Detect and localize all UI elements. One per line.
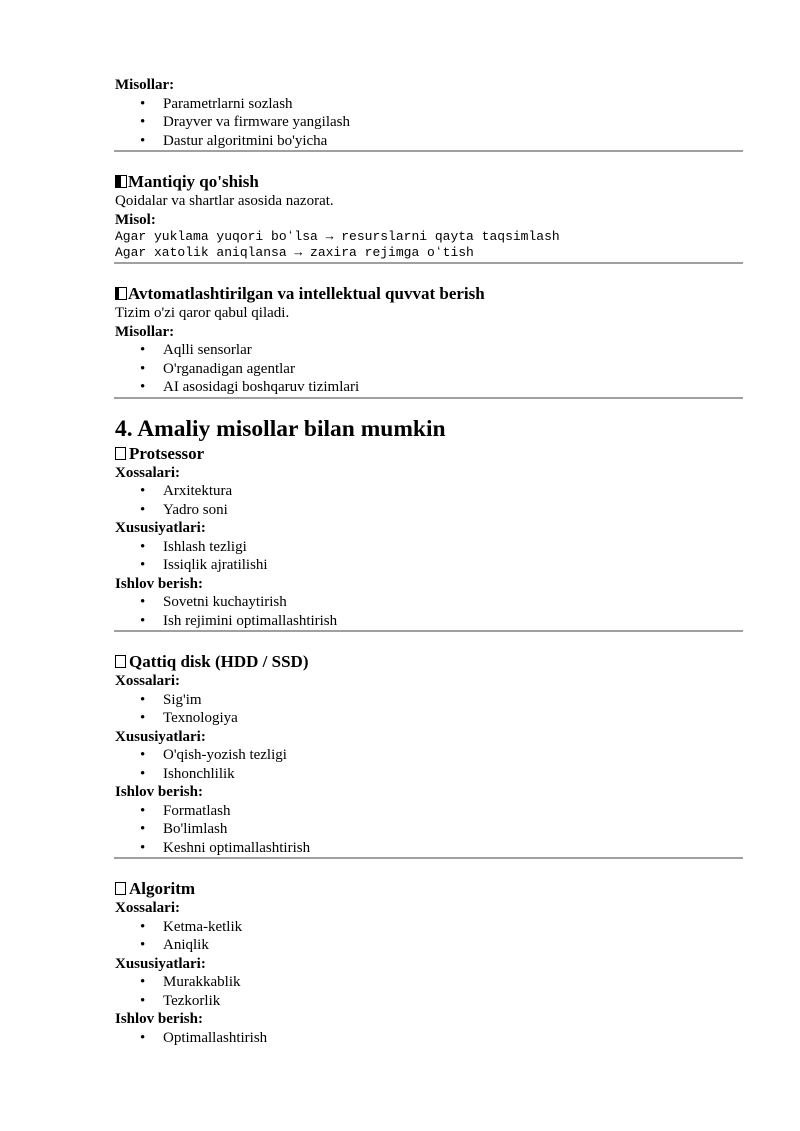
list-item: • Tezkorlik [115, 992, 742, 1011]
auto-examples-list [115, 341, 742, 397]
algo-title: Algoritm [129, 879, 196, 898]
missing-glyph-icon [115, 655, 126, 668]
logic-example-label: Misol: [115, 211, 156, 228]
auto-examples-label: Misollar: [115, 323, 175, 340]
disk-features-list [115, 746, 742, 783]
algo-processing-label: Ishlov berish: [115, 1011, 203, 1027]
disk-heading [115, 651, 742, 672]
list-item: • Aniqlik [115, 936, 742, 955]
missing-glyph-icon [115, 447, 126, 460]
list-item: • Sovetni kuchaytirish [115, 593, 742, 612]
list-item: • Yadro soni [115, 501, 742, 520]
algo-properties-list [115, 918, 742, 955]
list-item: • Ishonchlilik [115, 765, 742, 784]
section-4-title: 4. Amaliy misollar bilan mumkin [115, 415, 446, 442]
cpu-properties-label: Xossalari: [115, 464, 180, 481]
logic-code-line: Agar xatolik aniqlansa → zaxira rejimga oʻtish [115, 244, 474, 260]
disk-processing-label: Ishlov berish: [115, 784, 203, 800]
algo-processing-list [115, 1029, 742, 1048]
algo-properties-label: Xossalari: [115, 900, 180, 916]
disk-properties-list [115, 691, 742, 728]
cpu-features-list [115, 538, 742, 575]
document-page [115, 76, 742, 1047]
auto-heading [115, 283, 742, 304]
examples-list [115, 95, 742, 151]
list-item: • Ketma-ketlik [115, 918, 742, 937]
logic-title: Mantiqiy qo'shish [128, 172, 259, 191]
logic-heading [115, 171, 742, 192]
list-item: • Drayver va firmware yangilash [115, 113, 742, 132]
number-one-square-icon [115, 172, 127, 185]
list-item: • O'qish-yozish tezligi [115, 746, 742, 765]
disk-properties-label: Xossalari: [115, 673, 180, 689]
disk-features-label: Xususiyatlari: [115, 728, 206, 745]
disk-title: Qattiq disk (HDD / SSD) [129, 652, 309, 671]
algo-features-list [115, 973, 742, 1010]
algo-features-label: Xususiyatlari: [115, 955, 206, 972]
cpu-processing-label: Ishlov berish: [115, 575, 203, 592]
list-item: • Sig'im [115, 691, 742, 710]
disk-processing-list [115, 802, 742, 858]
list-item: • Dastur algoritmini bo'yicha [115, 132, 742, 151]
list-item: • Issiqlik ajratilishi [115, 556, 742, 575]
list-item: • Keshni optimallashtirish [115, 839, 742, 858]
examples-label: Misollar: [115, 77, 175, 93]
cpu-properties-list [115, 482, 742, 519]
cpu-processing-list [115, 593, 742, 630]
cpu-features-label: Xususiyatlari: [115, 520, 206, 536]
list-item: • Murakkablik [115, 973, 742, 992]
number-two-square-icon [115, 284, 127, 297]
list-item: • O'rganadigan agentlar [115, 360, 742, 379]
list-item: • Arxitektura [115, 482, 742, 501]
logic-description: Qoidalar va shartlar asosida nazorat. [115, 193, 334, 209]
list-item: • Formatlash [115, 802, 742, 821]
logic-code-line: Agar yuklama yuqori boʻlsa → resurslarni qayta taqsimlash [115, 229, 560, 244]
auto-title: Avtomatlashtirilgan va intellektual quvvat berish [128, 284, 485, 303]
list-item: • Aqlli sensorlar [115, 341, 742, 360]
list-item: • Optimallashtirish [115, 1029, 742, 1048]
list-item: • Parametrlarni sozlash [115, 95, 742, 114]
list-item: • Ish rejimini optimallashtirish [115, 612, 742, 631]
list-item: • AI asosidagi boshqaruv tizimlari [115, 378, 742, 397]
auto-description: Tizim o'zi qaror qabul qiladi. [115, 305, 290, 321]
algo-heading [115, 878, 742, 899]
list-item: • Texnologiya [115, 709, 742, 728]
cpu-title: Protsessor [129, 443, 205, 463]
missing-glyph-icon [115, 882, 126, 895]
list-item: • Ishlash tezligi [115, 538, 742, 557]
cpu-heading [115, 443, 742, 464]
list-item: • Bo'limlash [115, 820, 742, 839]
